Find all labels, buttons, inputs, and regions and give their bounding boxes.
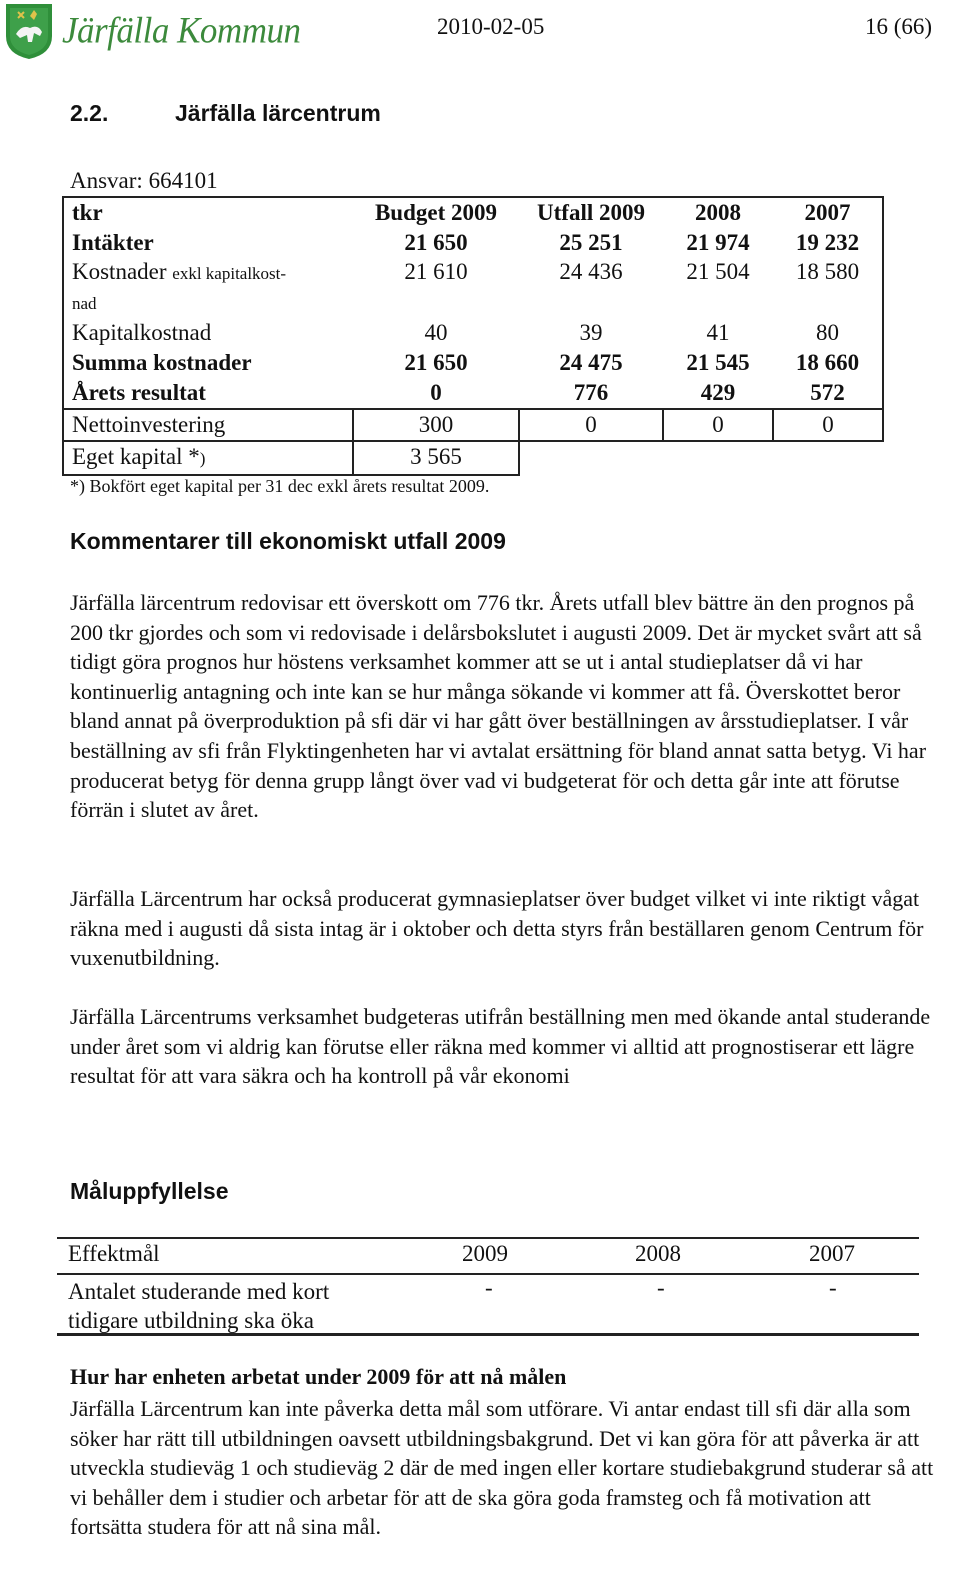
table-cell: 80 — [773, 318, 883, 348]
table-cell: 24 475 — [559, 350, 623, 375]
header-cell: Budget 2009 — [353, 197, 519, 228]
row-label-note: exkl kapitalkost- — [172, 264, 287, 283]
table-cell: 41 — [706, 320, 730, 345]
table-row — [63, 409, 883, 441]
header-cell: Utfall 2009 — [519, 197, 663, 228]
table-cell: 18 660 — [773, 348, 883, 378]
table-cell: 25 251 — [559, 230, 623, 255]
row-label — [63, 441, 353, 475]
table-cell: 21 650 — [404, 350, 468, 375]
empty-cell — [519, 441, 663, 475]
comments-heading: Kommentarer till ekonomiskt utfall 2009 — [70, 528, 506, 554]
table-cell: 0 — [519, 409, 663, 441]
page-header — [0, 0, 960, 64]
table-cell: 572 — [773, 378, 883, 409]
row-label-main: Eget kapital * — [72, 444, 200, 469]
ansvar-label: Ansvar: 664101 — [70, 168, 218, 193]
table-cell: 776 — [519, 378, 663, 409]
table-cell: 21 650 — [404, 230, 468, 255]
goal-label: Antalet studerande med kort tidigare utbildning ska öka — [68, 1279, 330, 1333]
table-cell: 21 610 — [404, 259, 468, 284]
row-label-main: Kostnader — [72, 259, 167, 284]
goals-header-row — [57, 1237, 919, 1275]
section-heading — [70, 100, 381, 127]
table-cell: 429 — [663, 378, 773, 409]
section-number: 2.2. — [70, 100, 109, 126]
table-row — [63, 441, 883, 475]
table-row — [63, 258, 883, 318]
table-row — [63, 348, 883, 378]
header-cell: 2008 — [663, 197, 773, 228]
row-label: Summa kostnader — [63, 348, 353, 378]
work-heading: Hur har enheten arbetat under 2009 för att nå målen — [70, 1364, 567, 1389]
goals-heading: Måluppfyllelse — [70, 1178, 229, 1204]
goals-row — [57, 1275, 919, 1336]
table-row — [63, 318, 883, 348]
table-row — [63, 228, 883, 258]
table-cell: 24 436 — [559, 259, 623, 284]
table-cell: 21 545 — [686, 350, 750, 375]
table-cell: 3 565 — [353, 441, 519, 475]
row-label-note: ) — [199, 449, 206, 468]
row-label-note-cont: nad — [72, 294, 97, 313]
row-label: Kapitalkostnad — [63, 318, 353, 348]
page-number: 16 (66) — [865, 14, 933, 39]
table-cell: - — [657, 1275, 665, 1300]
table-header-row — [63, 197, 883, 228]
coat-of-arms-icon — [4, 2, 54, 60]
goals-table — [57, 1237, 919, 1336]
table-cell: - — [485, 1275, 493, 1300]
row-label: Nettoinvestering — [63, 409, 353, 441]
header-cell: Effektmål — [68, 1241, 160, 1266]
table-cell: 39 — [579, 320, 603, 345]
finance-table — [62, 196, 884, 476]
table-cell: 0 — [773, 409, 883, 441]
table-cell: 300 — [353, 409, 519, 441]
empty-cell — [773, 441, 883, 475]
work-paragraph: Järfälla Lärcentrum kan inte påverka detta mål som utförare. Vi antar endast till sfi där alla som söker har rätt till utbildningen oavsett utbildningsbakgrund. Det vi kan göra för att påverka är att utveckla studieväg 1 och studieväg 2 där de med ingen eller kortare studiebakgrund studerar så att vi behåller dem i studier och arbetar för att de ska göra goda framsteg och få motivation att fortsätta studera för att nå sina mål. — [70, 1396, 934, 1540]
header-cell: 2007 — [773, 197, 883, 228]
table-cell: 0 — [663, 409, 773, 441]
row-label: Årets resultat — [63, 378, 353, 409]
comments-paragraph: Järfälla Lärcentrum har också producerat gymnasieplatser över budget vilket vi inte riktigt vågat räkna med i augusti då sista intag är i oktober och detta styrs från beställaren genom Centrum för vuxenutbildning. — [70, 886, 924, 971]
table-footnote: *) Bokfört eget kapital per 31 dec exkl årets resultat 2009. — [70, 476, 490, 496]
table-cell: 18 580 — [773, 258, 883, 318]
row-label: Intäkter — [63, 228, 353, 258]
comments-paragraph: Järfälla Lärcentrums verksamhet budgeteras utifrån beställning men med ökande antal studerande under året som vi aldrig kan förutse eller räkna med kommer vi alltid att prognostiserar ett lägre resultat för att vara säkra och ha kontroll på vår ekonomi — [70, 1004, 931, 1089]
section-title: Järfälla lärcentrum — [175, 100, 381, 126]
header-cell: 2009 — [462, 1241, 508, 1266]
comments-paragraph: Järfälla lärcentrum redovisar ett överskott om 776 tkr. Årets utfall blev bättre än den prognos på 200 tkr gjordes och som vi redovisade i delårsbokslutet i augusti 2009. Det är mycket svårt att så tidigt göra prognos hur höstens verksamhet kommer att se ut i antal studieplatser då vi har kontinuerlig antagning och inte kan se hur många sökande vi kommer att få. Överskottet beror bland annat på överproduktion på sfi där vi har gått över beställningen av årsstudieplatser. I vår beställning av sfi från Flyktingenheten har vi avtalat ersättning för bland annat satta betyg. Vi har producerat betyg för denna grupp långt över vad vi budgeterat för och detta går inte att förutse förrän i slutet av året. — [70, 590, 927, 823]
municipality-logo — [4, 2, 300, 60]
logo-wordmark: Järfälla Kommun — [62, 10, 301, 51]
row-label — [63, 258, 353, 318]
table-row — [63, 378, 883, 409]
table-cell: 19 232 — [773, 228, 883, 258]
table-cell: 21 974 — [686, 230, 750, 255]
header-cell: 2007 — [809, 1241, 855, 1266]
table-cell: 21 504 — [686, 259, 750, 284]
table-cell: 0 — [353, 378, 519, 409]
document-date: 2010-02-05 — [437, 14, 545, 39]
header-cell: tkr — [63, 197, 353, 228]
empty-cell — [663, 441, 773, 475]
header-cell: 2008 — [635, 1241, 681, 1266]
table-cell: 40 — [424, 320, 448, 345]
table-cell: - — [829, 1275, 837, 1300]
